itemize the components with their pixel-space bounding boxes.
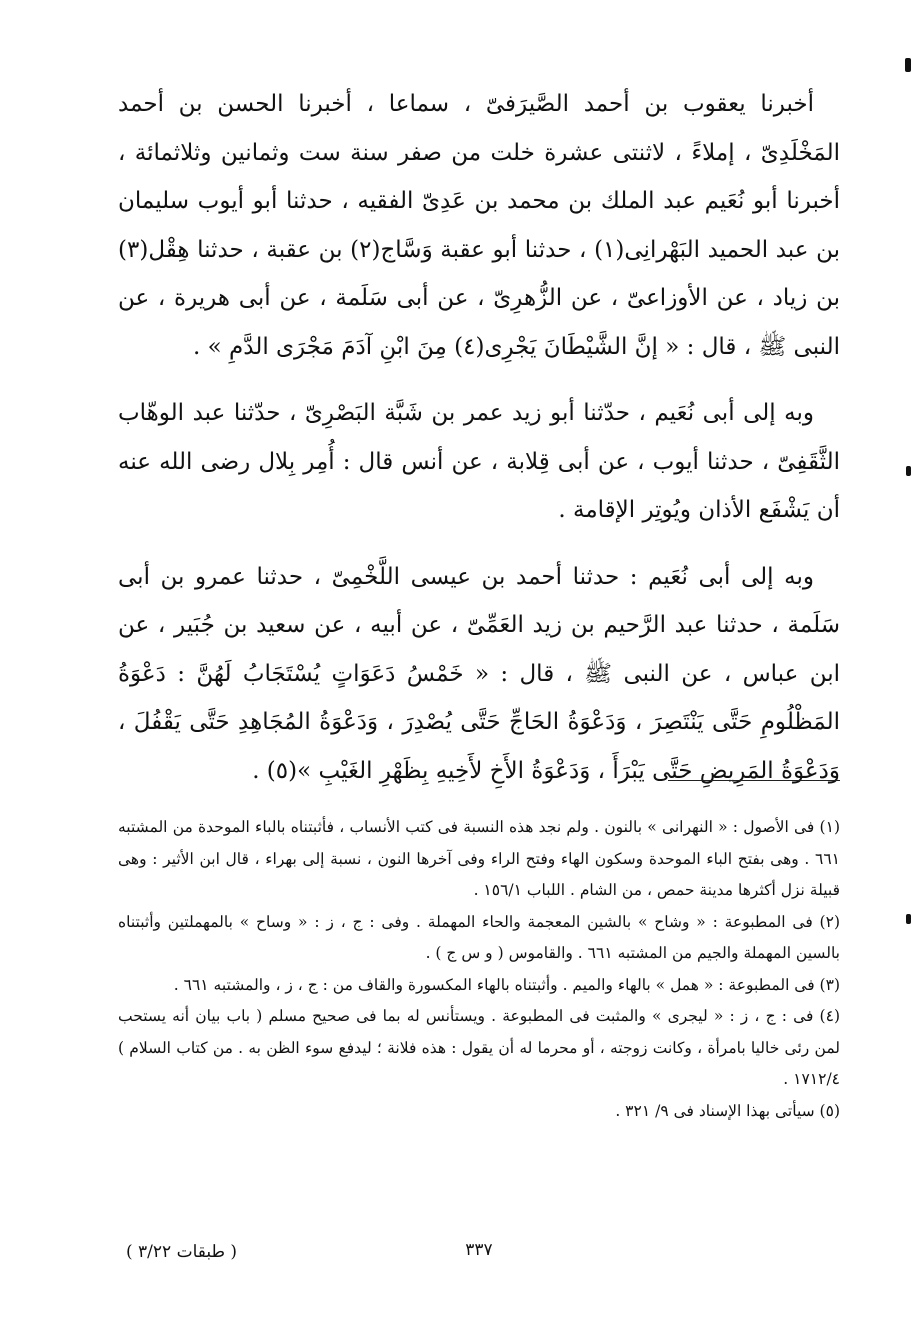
paragraph-2-text: وبه إلى أبى نُعَيم ، حدّثنا أبو زيد عمر بن شَبَّة البَصْرِىّ ، حدّثنا عبد الوهّاب الثَّقَفِىّ ، حدثنا أيوب ، عن أبى قِلابة ، عن أنس قال : أُمِر بِلال رضى الله عنه أن يَشْفَع الأذان ويُوتِر الإقامة .	[118, 400, 840, 523]
footnote-3: (٣) فى المطبوعة : « همل » بالهاء والميم . وأثبتناه بالهاء المكسورة والقاف من : ج ، ز ، والمشتبه ٦٦١ .	[173, 975, 840, 994]
page-footer	[118, 1240, 840, 1270]
footnote-5: (٥) سيأتى بهذا الإسناد فى ٩/ ٣٢١ .	[615, 1101, 840, 1120]
volume-signature: ( طبقات ٣/٢٢ )	[126, 1242, 238, 1262]
main-text	[118, 80, 840, 813]
scan-edge-mark-top	[905, 58, 911, 72]
scan-edge-mark-middle	[906, 466, 911, 476]
footnote-separator	[668, 780, 840, 781]
scan-edge-mark-lower	[906, 914, 911, 924]
paragraph-1	[118, 80, 840, 371]
page-number: ٣٣٧	[465, 1240, 493, 1260]
footnotes	[118, 812, 840, 1127]
footnote-2: (٢) فى المطبوعة : « وشاح » بالشين المعجمة والحاء المهملة . وفى : ج ، ز : « وساح » بالمهملتين وأثبتناه بالسين المهملة والجيم من المشتبه ٦٦١ . والقاموس ( و س ج ) .	[118, 912, 840, 962]
paragraph-3	[118, 553, 840, 796]
footnote-1: (١) فى الأصول : « النهرانى » بالنون . ولم نجد هذه النسبة فى كتب الأنساب ، فأثبتناه بالباء الموحدة من المشتبه ٦٦١ . وهى بفتح الباء الموحدة وسكون الهاء وفتح الراء وفى آخرها النون ، نسبة إلى بهراء ، قال ابن الأثير : وهى قبيلة نزل أكثرها مدينة حمص ، من الشام . اللباب ١٥٦/١ .	[118, 818, 840, 899]
paragraph-3-text: وبه إلى أبى نُعَيم : حدثنا أحمد بن عيسى اللَّخْمِىّ ، حدثنا عمرو بن أبى سَلَمة ، حدثنا عبد الرَّحيم بن زيد العَمِّىّ ، عن أبيه ، عن سعيد بن جُبَير ، عن ابن عباس ، عن النبى ﷺ ، قال : « خَمْسُ دَعَوَاتٍ يُسْتَجَابُ لَهُنَّ : دَعْوَةُ المَظْلُومِ حَتَّى يَنْتَصِرَ ، وَدَعْوَةُ الحَاجِّ حَتَّى يُصْدِرَ ، وَدَعْوَةُ المُجَاهِدِ حَتَّى يَقْفُلَ ، وَدَعْوَةُ المَرِيضِ حَتَّى يَبْرَأَ ، وَدَعْوَةُ الأَخِ لأَخِيهِ بِظَهْرِ الغَيْبِ »(٥) .	[118, 563, 840, 784]
footnote-4: (٤) فى : ج ، ز : « ليجرى » والمثبت فى المطبوعة . ويستأنس له بما فى صحيح مسلم ( باب بيان أنه يستحب لمن رئى خاليا بامرأة ، وكانت زوجته ، أو محرما له أن يقول : هذه فلانة ؛ ليدفع سوء الظن به . من كتاب السلام ) ١٧١٢/٤ .	[118, 1007, 840, 1088]
paragraph-2	[118, 389, 840, 535]
paragraph-1-text: أخبرنا يعقوب بن أحمد الصَّيرَفىّ ، سماعا ، أخبرنا الحسن بن أحمد المَخْلَدِىّ ، إملاءً ، لاثنتى عشرة خلت من صفر سنة ست وثمانين وثلاثمائة ، أخبرنا أبو نُعَيم عبد الملك بن محمد بن عَدِىّ الفقيه ، حدثنا أبو أيوب سليمان بن عبد الحميد البَهْرانِى(١) ، حدثنا أبو عقبة وَسَّاج(٢) بن عقبة ، حدثنا هِقْل(٣) بن زياد ، عن الأوزاعىّ ، عن الزُّهرِىّ ، عن أبى سَلَمة ، عن أبى هريرة ، عن النبى ﷺ ، قال : « إنَّ الشَّيْطَانَ يَجْرِى(٤) مِنَ ابْنِ آدَمَ مَجْرَى الدَّمِ » .	[118, 91, 840, 360]
